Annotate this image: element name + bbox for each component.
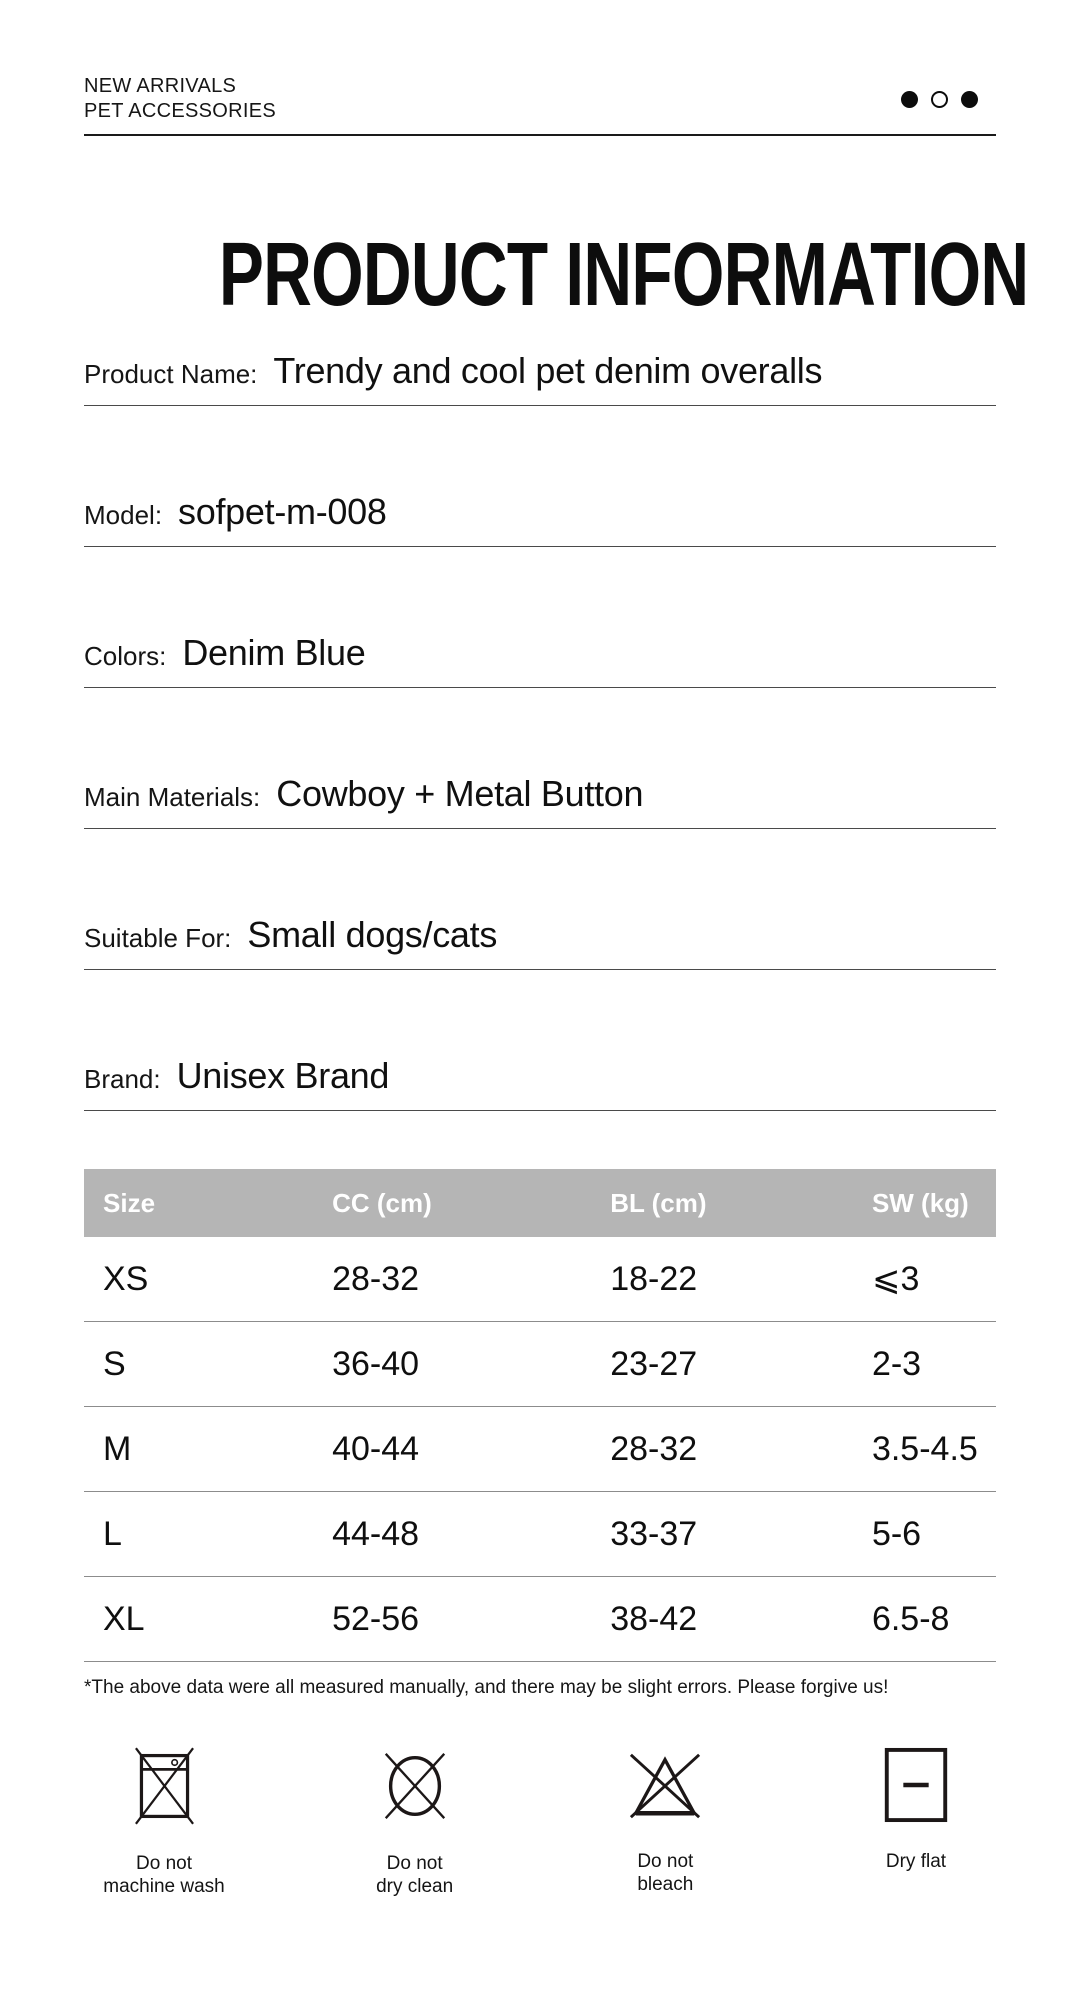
cell-sw: 6.5-8: [871, 1599, 950, 1638]
field-main-materials: [84, 773, 996, 829]
care-label-line: Do not: [637, 1851, 694, 1872]
column-header-size: Size: [103, 1187, 156, 1218]
field-suitable-for: [84, 914, 996, 970]
care-label-line: machine wash: [103, 1876, 225, 1897]
care-item-do-not-dry-clean: [335, 1747, 495, 1898]
care-item-dry-flat: [836, 1747, 996, 1898]
care-label: [886, 1850, 946, 1873]
cell-sw: ⩽3: [871, 1260, 920, 1298]
table-row: [84, 1577, 996, 1662]
cell-bl: 18-22: [610, 1259, 698, 1298]
field-label: Main Materials:: [84, 782, 261, 812]
cell-size: L: [103, 1514, 122, 1553]
care-label-line: Do not: [136, 1853, 192, 1874]
cell-bl: 23-27: [610, 1344, 698, 1383]
brand-line-1: NEW ARRIVALS: [84, 75, 237, 97]
do-not-dry-clean-icon: [377, 1747, 453, 1825]
care-label-line: dry clean: [376, 1876, 454, 1897]
cell-size: XL: [103, 1599, 145, 1638]
column-header-bl: BL (cm): [610, 1187, 707, 1218]
dry-flat-icon: [883, 1747, 949, 1823]
table-row: [84, 1322, 996, 1407]
care-label: [376, 1852, 453, 1898]
field-value: Small dogs/cats: [247, 914, 498, 955]
care-label: [103, 1852, 224, 1898]
brand-line-2: PET ACCESSORIES: [84, 100, 276, 122]
care-item-do-not-bleach: [585, 1747, 745, 1898]
cell-bl: 38-42: [610, 1599, 698, 1638]
care-label: [637, 1850, 693, 1896]
care-instructions: [84, 1747, 996, 1898]
cell-bl: 28-32: [610, 1429, 698, 1468]
cell-cc: 40-44: [332, 1429, 420, 1468]
dot-filled-icon: [961, 91, 978, 108]
do-not-bleach-icon: [623, 1747, 707, 1823]
field-label: Model:: [84, 500, 163, 530]
table-row: [84, 1407, 996, 1492]
field-value: Trendy and cool pet denim overalls: [273, 350, 823, 391]
field-value: Unisex Brand: [176, 1055, 390, 1096]
care-label-line: Do not: [386, 1853, 443, 1874]
size-table-header: [84, 1169, 996, 1237]
dot-outline-icon: [931, 91, 948, 108]
field-value: sofpet-m-008: [178, 491, 387, 532]
field-brand: [84, 1055, 996, 1111]
cell-cc: 36-40: [332, 1344, 420, 1383]
field-label: Product Name:: [84, 359, 258, 389]
size-table: [84, 1169, 996, 1662]
table-row: [84, 1492, 996, 1577]
field-value: Denim Blue: [182, 632, 366, 673]
cell-size: M: [103, 1429, 132, 1468]
dot-filled-icon: [901, 91, 918, 108]
cell-sw: 5-6: [871, 1514, 922, 1553]
measurement-disclaimer: *The above data were all measured manually, and there may be slight errors. Please forgive us!: [84, 1677, 889, 1698]
cell-cc: 44-48: [332, 1514, 420, 1553]
column-header-cc: CC (cm): [332, 1187, 432, 1218]
care-item-do-not-machine-wash: [84, 1747, 244, 1898]
table-row: [84, 1237, 996, 1322]
cell-sw: 2-3: [871, 1344, 922, 1383]
cell-cc: 28-32: [332, 1259, 420, 1298]
field-colors: [84, 632, 996, 688]
brand-text: [84, 74, 276, 124]
dot-decoration: [901, 91, 978, 108]
cell-bl: 33-37: [610, 1514, 698, 1553]
field-label: Suitable For:: [84, 923, 232, 953]
title-wrap: [84, 225, 1029, 325]
field-value: Cowboy + Metal Button: [276, 773, 644, 814]
field-product-name: [84, 350, 996, 406]
page-title: PRODUCT INFORMATION: [218, 225, 1029, 325]
care-label-line: bleach: [637, 1874, 694, 1895]
cell-size: XS: [103, 1259, 149, 1298]
product-fields: [84, 350, 996, 1111]
cell-size: S: [103, 1344, 126, 1383]
field-label: Brand:: [84, 1064, 161, 1094]
care-label-line: Dry flat: [885, 1851, 947, 1872]
cell-cc: 52-56: [332, 1599, 420, 1638]
top-bar: [84, 0, 996, 136]
cell-sw: 3.5-4.5: [871, 1429, 978, 1468]
field-model: [84, 491, 996, 547]
do-not-machine-wash-icon: [135, 1747, 194, 1825]
field-label: Colors:: [84, 641, 167, 671]
column-header-sw: SW (kg): [871, 1187, 969, 1218]
